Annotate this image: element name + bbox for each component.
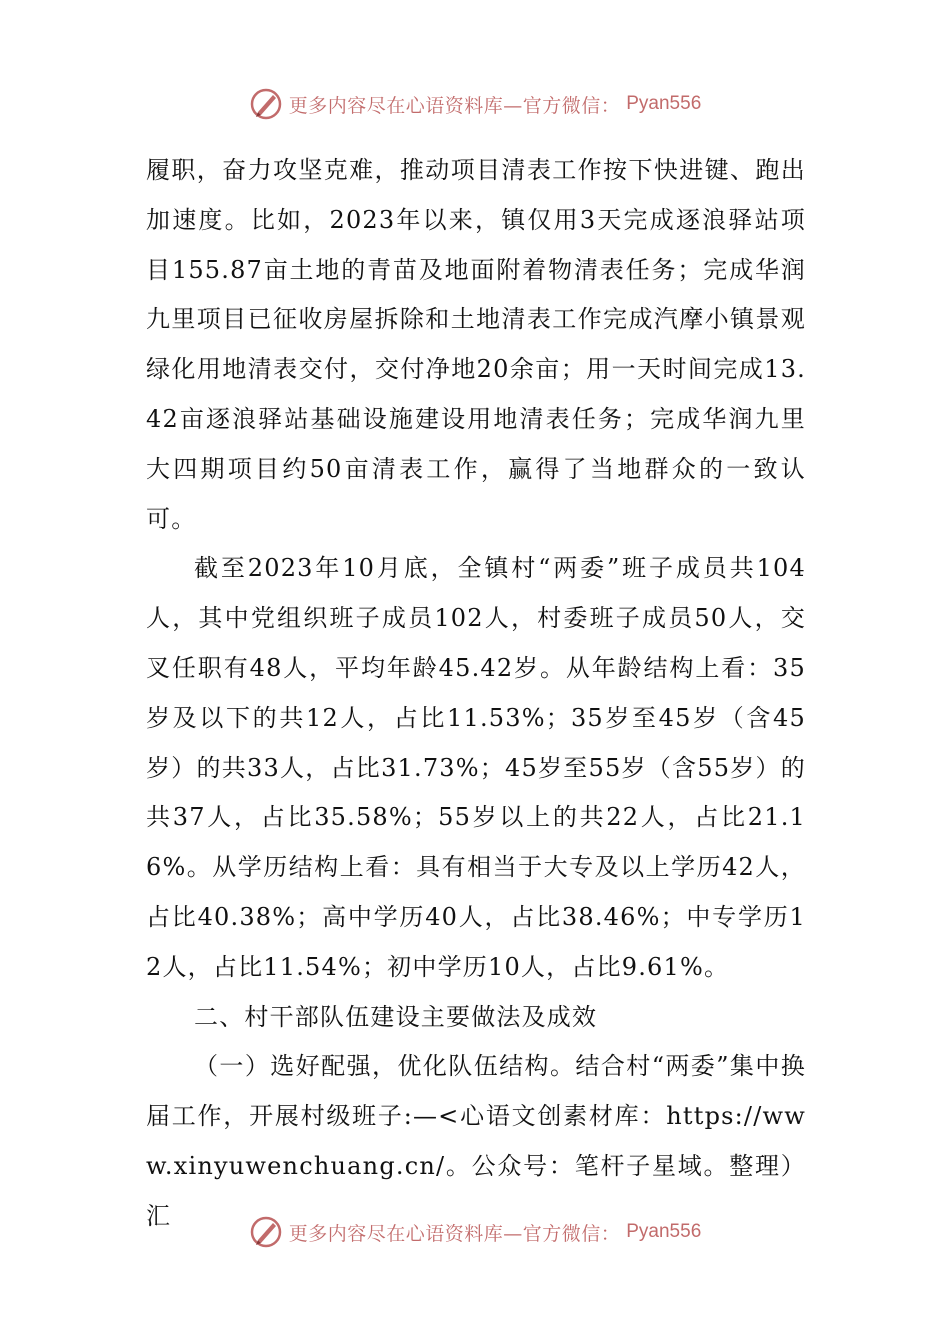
watermark-wechat-id: Pyan556 (626, 93, 702, 114)
watermark-text: 更多内容尽在心语资料库—官方微信： (288, 94, 621, 117)
document-body (146, 146, 806, 1242)
pen-logo-icon (249, 87, 283, 121)
paragraph-statistics: 截至2023年10月底，全镇村“两委”班子成员共104人，其中党组织班子成员102人，村委班子成员50人，交叉任职有48人，平均年龄45.42岁。从年龄结构上看：35岁及以下的共12人，占比11.53%；35岁至45岁（含45岁）的共33人，占比31.73%；45岁至55岁（含55岁）的共37人，占比35.58%；55岁以上的共22人，占比21.16%。从学历结构上看：具有相当于大专及以上学历42人，占比40.38%；高中学历40人，占比38.46%；中专学历12人，占比11.54%；初中学历10人，占比9.61%。 (146, 554, 806, 981)
footer-watermark (0, 1212, 950, 1252)
paragraph-project-clearance: 履职，奋力攻坚克难，推动项目清表工作按下快进键、跑出加速度。比如，2023年以来，镇仅用3天完成逐浪驿站项目155.87亩土地的青苗及地面附着物清表任务；完成华润九里项目已征收房屋拆除和土地清表工作完成汽摩小镇景观绿化用地清表交付，交付净地20余亩；用一天时间完成13.42亩逐浪驿站基础设施建设用地清表任务；完成华润九里大四期项目约50亩清表工作，赢得了当地群众的一致认可。 (146, 156, 806, 533)
header-watermark (0, 84, 950, 124)
paragraph-subsection-one: （一）选好配强，优化队伍结构。结合村“两委”集中换届工作，开展村级班子:—<心语文创素材库：https://www.xinyuwenchuang.cn/。公众号：笔杆子星域。整理）汇 (146, 1052, 806, 1230)
watermark-wechat-id: Pyan556 (626, 1221, 702, 1242)
watermark-text: 更多内容尽在心语资料库—官方微信： (288, 1222, 621, 1245)
section-heading: 二、村干部队伍建设主要做法及成效 (194, 1002, 598, 1031)
pen-logo-icon (249, 1215, 283, 1249)
